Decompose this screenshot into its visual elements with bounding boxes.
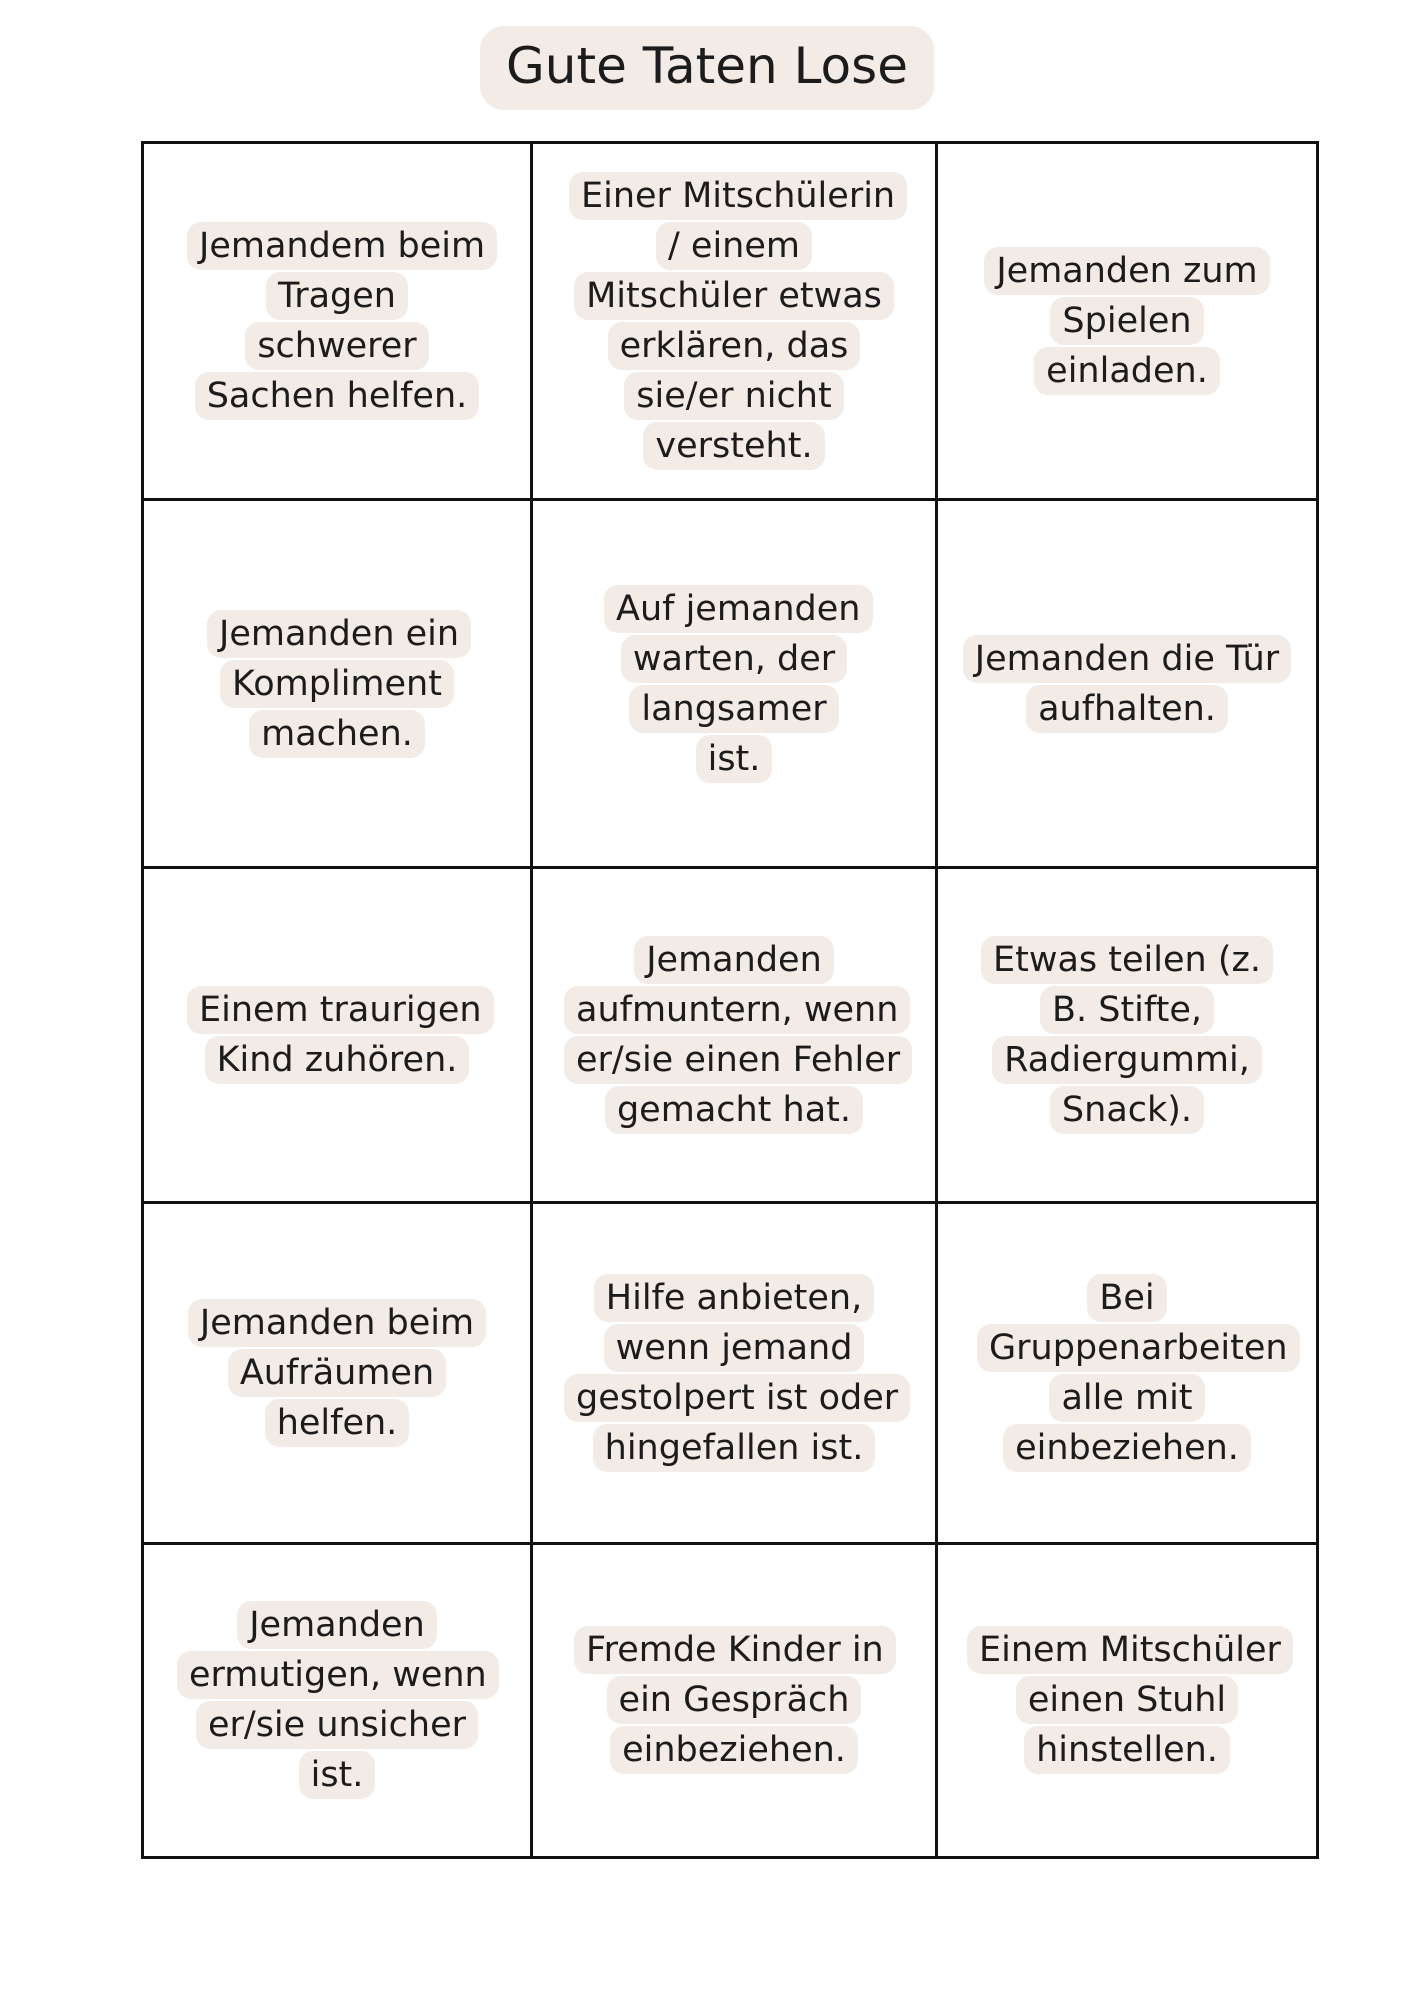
- card-text: Jemanden aufmuntern, wenn er/sie einen Fehler gemacht hat.: [564, 936, 912, 1134]
- title-container: [0, 26, 1414, 110]
- card-cell: [533, 1204, 938, 1545]
- page-title: Gute Taten Lose: [480, 26, 934, 110]
- card-text: Jemanden beim Aufräumen helfen.: [188, 1299, 486, 1447]
- card-cell: [144, 869, 533, 1203]
- card-text: Einem Mitschüler einen Stuhl hinstellen.: [967, 1626, 1293, 1774]
- card: [967, 1625, 1287, 1775]
- card-text: Bei Gruppenarbeiten alle mit einbeziehen.: [977, 1274, 1300, 1472]
- card-text: Jemanden zum Spielen einladen.: [984, 247, 1269, 395]
- card: [957, 634, 1297, 734]
- card: [977, 1273, 1288, 1473]
- card-cell: [938, 501, 1316, 869]
- card: [604, 584, 864, 784]
- card-cell: [533, 144, 938, 501]
- card: [177, 1600, 497, 1800]
- card-cell: [938, 144, 1316, 501]
- card: [187, 985, 487, 1085]
- card: [967, 935, 1287, 1135]
- card-text: Hilfe anbieten, wenn jemand gestolpert ist oder hingefallen ist.: [564, 1274, 910, 1472]
- card: [167, 1298, 507, 1448]
- card-text: Jemanden ein Kompliment machen.: [207, 610, 471, 758]
- card-cell: [533, 501, 938, 869]
- card-cell: [533, 1545, 938, 1856]
- card-text: Jemanden die Tür aufhalten.: [963, 635, 1291, 733]
- card: [187, 221, 487, 421]
- card-text: Auf jemanden warten, der langsamer ist.: [604, 585, 873, 783]
- card-text: Jemandem beim Tragen schwerer Sachen helfen.: [187, 222, 497, 420]
- card-cell: [938, 1545, 1316, 1856]
- card-cell: [938, 1204, 1316, 1545]
- card: [982, 246, 1272, 396]
- card-text: Jemanden ermutigen, wenn er/sie unsicher ist.: [177, 1601, 499, 1799]
- card-cell: [144, 501, 533, 869]
- card: [564, 1273, 904, 1473]
- card-text: Einem traurigen Kind zuhören.: [187, 986, 494, 1084]
- card-cell: [144, 1204, 533, 1545]
- card-cell: [938, 869, 1316, 1203]
- card: [207, 609, 467, 759]
- card-cell: [533, 869, 938, 1203]
- card-grid: [141, 141, 1319, 1859]
- card-cell: [144, 144, 533, 501]
- card: [569, 171, 899, 471]
- card-text: Fremde Kinder in ein Gespräch einbeziehen.: [574, 1626, 896, 1774]
- card-text: Etwas teilen (z. B. Stifte, Radiergummi, Snack).: [981, 936, 1273, 1134]
- card-cell: [144, 1545, 533, 1856]
- card: [574, 1625, 894, 1775]
- card: [564, 935, 904, 1135]
- card-text: Einer Mitschülerin / einem Mitschüler etwas erklären, das sie/er nicht versteht.: [569, 172, 907, 470]
